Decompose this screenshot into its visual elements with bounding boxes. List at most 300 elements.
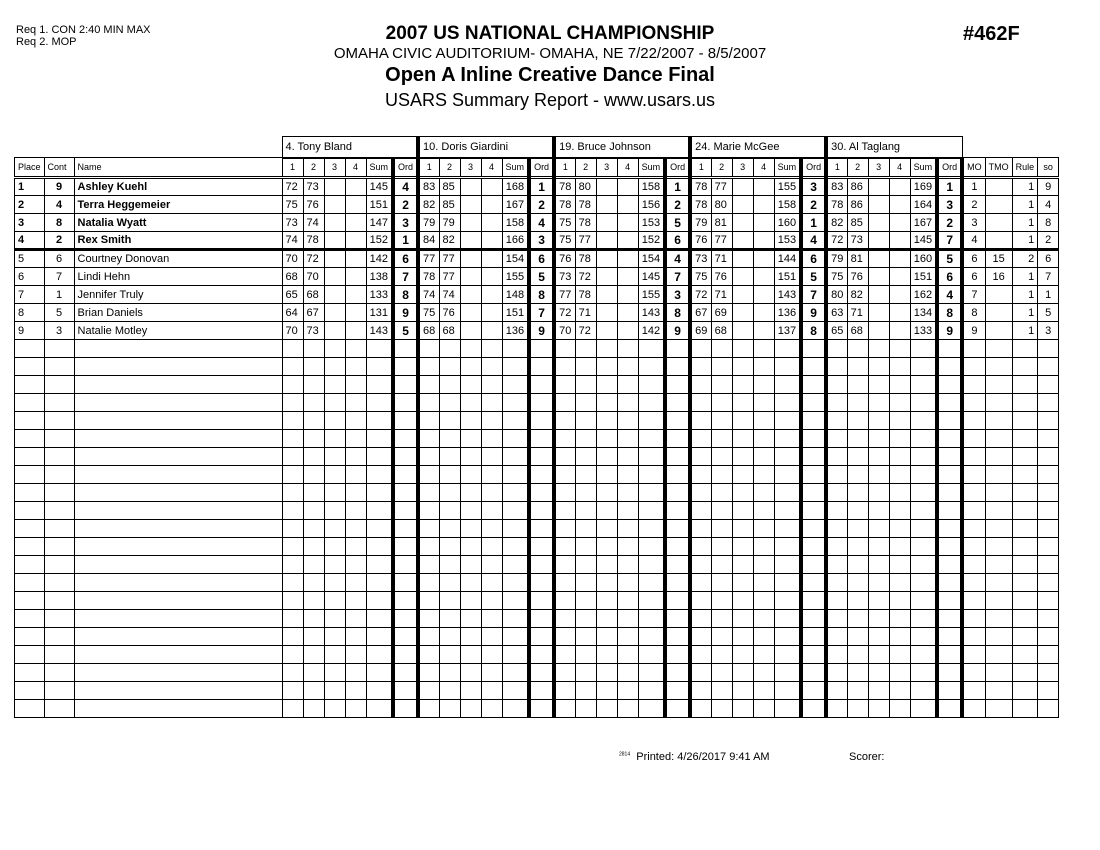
score-cell [617, 196, 638, 214]
blank-cell [711, 430, 732, 448]
score-cell: 78 [690, 196, 711, 214]
blank-cell [502, 466, 529, 484]
blank-cell [665, 646, 690, 664]
blank-cell [15, 664, 45, 682]
blank-cell [638, 646, 665, 664]
blank-cell [439, 502, 460, 520]
blank-cell [303, 592, 324, 610]
blank-cell [711, 466, 732, 484]
blank-cell [801, 448, 826, 466]
blank-cell [439, 682, 460, 700]
blank-cell [962, 538, 985, 556]
header-judge-5-sum: Sum [910, 158, 937, 178]
header-judge-3-sum: Sum [638, 158, 665, 178]
blank-cell [481, 394, 502, 412]
cont-cell: 5 [44, 304, 74, 322]
blank-cell [690, 412, 711, 430]
score-cell: 63 [826, 304, 847, 322]
place-cell: 2 [15, 196, 45, 214]
header-judge-1-1: 1 [282, 158, 303, 178]
blank-cell [418, 664, 439, 682]
blank-cell [753, 448, 774, 466]
blank-cell [711, 664, 732, 682]
blank-cell [502, 430, 529, 448]
sum-cell: 142 [366, 250, 393, 268]
blank-cell [826, 574, 847, 592]
blank-cell [910, 574, 937, 592]
score-cell: 79 [826, 250, 847, 268]
blank-row [15, 538, 1059, 556]
rule-cell: 2 [1012, 250, 1038, 268]
rule-cell: 1 [1012, 286, 1038, 304]
blank-cell [481, 358, 502, 376]
blank-cell [74, 520, 282, 538]
score-cell: 72 [690, 286, 711, 304]
blank-cell [345, 610, 366, 628]
blank-cell [937, 412, 962, 430]
blank-cell [324, 682, 345, 700]
blank-cell [732, 376, 753, 394]
score-cell [889, 268, 910, 286]
blank-cell [529, 682, 554, 700]
score-cell [324, 196, 345, 214]
blank-cell [74, 358, 282, 376]
blank-cell [1012, 556, 1038, 574]
blank-cell [502, 592, 529, 610]
blank-cell [74, 556, 282, 574]
blank-cell [596, 592, 617, 610]
blank-cell [690, 646, 711, 664]
blank-cell [502, 502, 529, 520]
blank-cell [801, 574, 826, 592]
score-cell: 67 [690, 304, 711, 322]
blank-cell [617, 700, 638, 718]
blank-cell [303, 394, 324, 412]
blank-cell [596, 682, 617, 700]
score-cell: 70 [303, 268, 324, 286]
blank-cell [282, 394, 303, 412]
blank-cell [889, 538, 910, 556]
sum-cell: 166 [502, 232, 529, 250]
blank-cell [418, 646, 439, 664]
score-cell [324, 214, 345, 232]
blank-cell [985, 574, 1012, 592]
blank-cell [1038, 412, 1059, 430]
blank-cell [711, 340, 732, 358]
blank-cell [753, 358, 774, 376]
blank-cell [439, 412, 460, 430]
blank-cell [554, 430, 575, 448]
blank-cell [481, 484, 502, 502]
header-judge-4-sum: Sum [774, 158, 801, 178]
score-cell: 72 [575, 322, 596, 340]
table-row [15, 250, 1059, 268]
blank-cell [393, 376, 418, 394]
score-cell: 85 [847, 214, 868, 232]
score-cell: 65 [826, 322, 847, 340]
blank-cell [1012, 682, 1038, 700]
sum-cell: 156 [638, 196, 665, 214]
blank-cell [393, 520, 418, 538]
blank-cell [575, 646, 596, 664]
blank-cell [596, 412, 617, 430]
score-cell: 68 [303, 286, 324, 304]
blank-cell [282, 682, 303, 700]
blank-cell [937, 448, 962, 466]
blank-cell [774, 430, 801, 448]
blank-cell [303, 556, 324, 574]
mo-cell: 9 [962, 322, 985, 340]
blank-cell [481, 682, 502, 700]
blank-cell [962, 556, 985, 574]
sum-cell: 136 [774, 304, 801, 322]
blank-cell [439, 394, 460, 412]
blank-cell [690, 700, 711, 718]
rule-cell: 1 [1012, 196, 1038, 214]
blank-cell [1038, 520, 1059, 538]
score-cell [481, 268, 502, 286]
blank-cell [826, 664, 847, 682]
blank-row [15, 700, 1059, 718]
blank-cell [324, 340, 345, 358]
blank-cell [44, 412, 74, 430]
blank-cell [529, 592, 554, 610]
blank-cell [460, 682, 481, 700]
blank-cell [529, 376, 554, 394]
score-cell: 71 [575, 304, 596, 322]
blank-cell [345, 394, 366, 412]
blank-cell [554, 340, 575, 358]
score-cell [889, 304, 910, 322]
blank-cell [44, 394, 74, 412]
blank-cell [753, 592, 774, 610]
header-judge-3-1: 1 [554, 158, 575, 178]
blank-cell [847, 646, 868, 664]
blank-cell [502, 610, 529, 628]
blank-cell [282, 664, 303, 682]
blank-cell [962, 610, 985, 628]
blank-cell [282, 502, 303, 520]
blank-cell [962, 700, 985, 718]
score-cell: 70 [554, 322, 575, 340]
blank-cell [575, 502, 596, 520]
blank-cell [847, 592, 868, 610]
score-cell [596, 178, 617, 196]
score-cell [868, 214, 889, 232]
blank-cell [638, 430, 665, 448]
blank-cell [529, 538, 554, 556]
blank-cell [393, 502, 418, 520]
blank-cell [439, 646, 460, 664]
blank-cell [345, 574, 366, 592]
score-cell [732, 322, 753, 340]
blank-cell [345, 466, 366, 484]
score-cell [460, 304, 481, 322]
blank-cell [393, 700, 418, 718]
score-cell [460, 178, 481, 196]
blank-cell [366, 376, 393, 394]
blank-cell [282, 700, 303, 718]
blank-row [15, 556, 1059, 574]
blank-cell [393, 538, 418, 556]
blank-cell [638, 556, 665, 574]
blank-cell [366, 394, 393, 412]
blank-cell [711, 646, 732, 664]
score-cell: 68 [847, 322, 868, 340]
blank-cell [868, 394, 889, 412]
blank-cell [617, 682, 638, 700]
blank-cell [847, 430, 868, 448]
blank-cell [502, 682, 529, 700]
header-judge-1-sum: Sum [366, 158, 393, 178]
blank-cell [366, 592, 393, 610]
blank-cell [393, 610, 418, 628]
blank-cell [801, 538, 826, 556]
blank-cell [962, 502, 985, 520]
blank-cell [1038, 610, 1059, 628]
score-cell: 75 [554, 214, 575, 232]
score-cell: 72 [554, 304, 575, 322]
blank-cell [1012, 646, 1038, 664]
blank-cell [889, 628, 910, 646]
score-cell [732, 196, 753, 214]
sum-cell: 154 [502, 250, 529, 268]
score-cell [481, 304, 502, 322]
rule-cell: 1 [1012, 268, 1038, 286]
blank-cell [617, 538, 638, 556]
blank-cell [910, 358, 937, 376]
blank-cell [554, 646, 575, 664]
blank-cell [937, 574, 962, 592]
blank-cell [826, 448, 847, 466]
score-cell: 78 [826, 196, 847, 214]
blank-cell [345, 664, 366, 682]
score-cell: 77 [711, 178, 732, 196]
score-cell: 77 [554, 286, 575, 304]
rule-cell: 1 [1012, 232, 1038, 250]
blank-cell [910, 700, 937, 718]
ordinal-cell: 3 [801, 178, 826, 196]
blank-cell [303, 574, 324, 592]
blank-cell [15, 466, 45, 484]
blank-cell [1038, 574, 1059, 592]
score-cell [868, 322, 889, 340]
blank-cell [303, 646, 324, 664]
score-cell [345, 232, 366, 250]
blank-cell [985, 340, 1012, 358]
score-cell [617, 214, 638, 232]
blank-cell [481, 700, 502, 718]
blank-cell [393, 664, 418, 682]
blank-cell [1012, 700, 1038, 718]
score-cell [345, 286, 366, 304]
score-cell: 82 [439, 232, 460, 250]
blank-row [15, 340, 1059, 358]
blank-cell [529, 700, 554, 718]
blank-cell [282, 376, 303, 394]
score-cell: 69 [711, 304, 732, 322]
blank-cell [962, 340, 985, 358]
sum-cell: 136 [502, 322, 529, 340]
blank-cell [690, 538, 711, 556]
blank-cell [418, 376, 439, 394]
blank-cell [460, 700, 481, 718]
blank-cell [439, 358, 460, 376]
blank-cell [665, 700, 690, 718]
blank-cell [481, 664, 502, 682]
header-mo: MO [962, 158, 985, 178]
blank-row [15, 394, 1059, 412]
score-cell: 80 [575, 178, 596, 196]
sum-cell: 158 [502, 214, 529, 232]
blank-cell [1012, 592, 1038, 610]
blank-cell [596, 574, 617, 592]
skater-name: Jennifer Truly [74, 286, 282, 304]
header-judge-4-3: 3 [732, 158, 753, 178]
blank-cell [665, 628, 690, 646]
blank-row [15, 358, 1059, 376]
score-cell: 72 [826, 232, 847, 250]
blank-cell [638, 520, 665, 538]
mo-cell: 3 [962, 214, 985, 232]
blank-cell [665, 484, 690, 502]
blank-cell [937, 592, 962, 610]
blank-cell [711, 556, 732, 574]
score-cell: 68 [439, 322, 460, 340]
so-cell: 3 [1038, 322, 1059, 340]
blank-cell [868, 682, 889, 700]
blank-cell [889, 412, 910, 430]
header-judge-4-2: 2 [711, 158, 732, 178]
blank-cell [15, 448, 45, 466]
blank-cell [826, 340, 847, 358]
table-row [15, 232, 1059, 250]
blank-cell [826, 538, 847, 556]
place-cell: 8 [15, 304, 45, 322]
blank-cell [617, 502, 638, 520]
blank-cell [15, 574, 45, 592]
mo-cell: 4 [962, 232, 985, 250]
blank-cell [303, 376, 324, 394]
ordinal-cell: 9 [393, 304, 418, 322]
blank-cell [638, 664, 665, 682]
blank-cell [753, 538, 774, 556]
blank-cell [303, 538, 324, 556]
blank-cell [826, 412, 847, 430]
blank-cell [439, 376, 460, 394]
score-cell: 72 [303, 250, 324, 268]
sum-cell: 151 [774, 268, 801, 286]
blank-cell [366, 412, 393, 430]
blank-cell [282, 430, 303, 448]
score-cell [481, 232, 502, 250]
blank-cell [529, 646, 554, 664]
blank-cell [345, 358, 366, 376]
blank-cell [638, 466, 665, 484]
blank-cell [826, 682, 847, 700]
score-cell: 84 [418, 232, 439, 250]
ordinal-cell: 2 [801, 196, 826, 214]
place-cell: 5 [15, 250, 45, 268]
blank-cell [418, 484, 439, 502]
blank-cell [74, 484, 282, 502]
mo-cell: 6 [962, 250, 985, 268]
blank-cell [732, 430, 753, 448]
blank-cell [801, 682, 826, 700]
score-cell: 78 [418, 268, 439, 286]
score-cell: 81 [847, 250, 868, 268]
header-judge-4-ord: Ord [801, 158, 826, 178]
table-row [15, 196, 1059, 214]
tmo-cell: 15 [985, 250, 1012, 268]
blank-cell [460, 412, 481, 430]
blank-cell [868, 502, 889, 520]
blank-cell [282, 574, 303, 592]
blank-cell [937, 502, 962, 520]
sum-cell: 131 [366, 304, 393, 322]
blank-cell [282, 412, 303, 430]
blank-cell [868, 610, 889, 628]
blank-cell [15, 610, 45, 628]
blank-cell [753, 628, 774, 646]
score-cell [460, 196, 481, 214]
blank-cell [1012, 538, 1038, 556]
blank-cell [774, 556, 801, 574]
score-cell: 76 [439, 304, 460, 322]
blank-cell [502, 574, 529, 592]
blank-cell [617, 574, 638, 592]
blank-cell [596, 484, 617, 502]
cont-cell: 3 [44, 322, 74, 340]
score-cell [617, 322, 638, 340]
blank-cell [303, 358, 324, 376]
blank-cell [985, 538, 1012, 556]
blank-cell [617, 610, 638, 628]
blank-cell [502, 538, 529, 556]
blank-cell [439, 466, 460, 484]
blank-cell [1012, 430, 1038, 448]
blank-cell [345, 448, 366, 466]
blank-cell [774, 538, 801, 556]
blank-cell [847, 376, 868, 394]
blank-cell [801, 664, 826, 682]
score-cell [596, 322, 617, 340]
blank-cell [418, 610, 439, 628]
blank-cell [889, 394, 910, 412]
blank-cell [15, 646, 45, 664]
blank-cell [732, 340, 753, 358]
blank-cell [393, 340, 418, 358]
score-cell [324, 322, 345, 340]
blank-cell [1038, 466, 1059, 484]
blank-cell [937, 376, 962, 394]
blank-cell [303, 484, 324, 502]
blank-cell [889, 358, 910, 376]
blank-cell [753, 340, 774, 358]
so-cell: 5 [1038, 304, 1059, 322]
blank-cell [801, 592, 826, 610]
blank-cell [529, 340, 554, 358]
blank-cell [962, 430, 985, 448]
ordinal-cell: 1 [393, 232, 418, 250]
ordinal-cell: 4 [665, 250, 690, 268]
blank-cell [937, 430, 962, 448]
ordinal-cell: 7 [665, 268, 690, 286]
blank-cell [753, 682, 774, 700]
blank-cell [617, 412, 638, 430]
blank-cell [889, 484, 910, 502]
blank-cell [1038, 592, 1059, 610]
